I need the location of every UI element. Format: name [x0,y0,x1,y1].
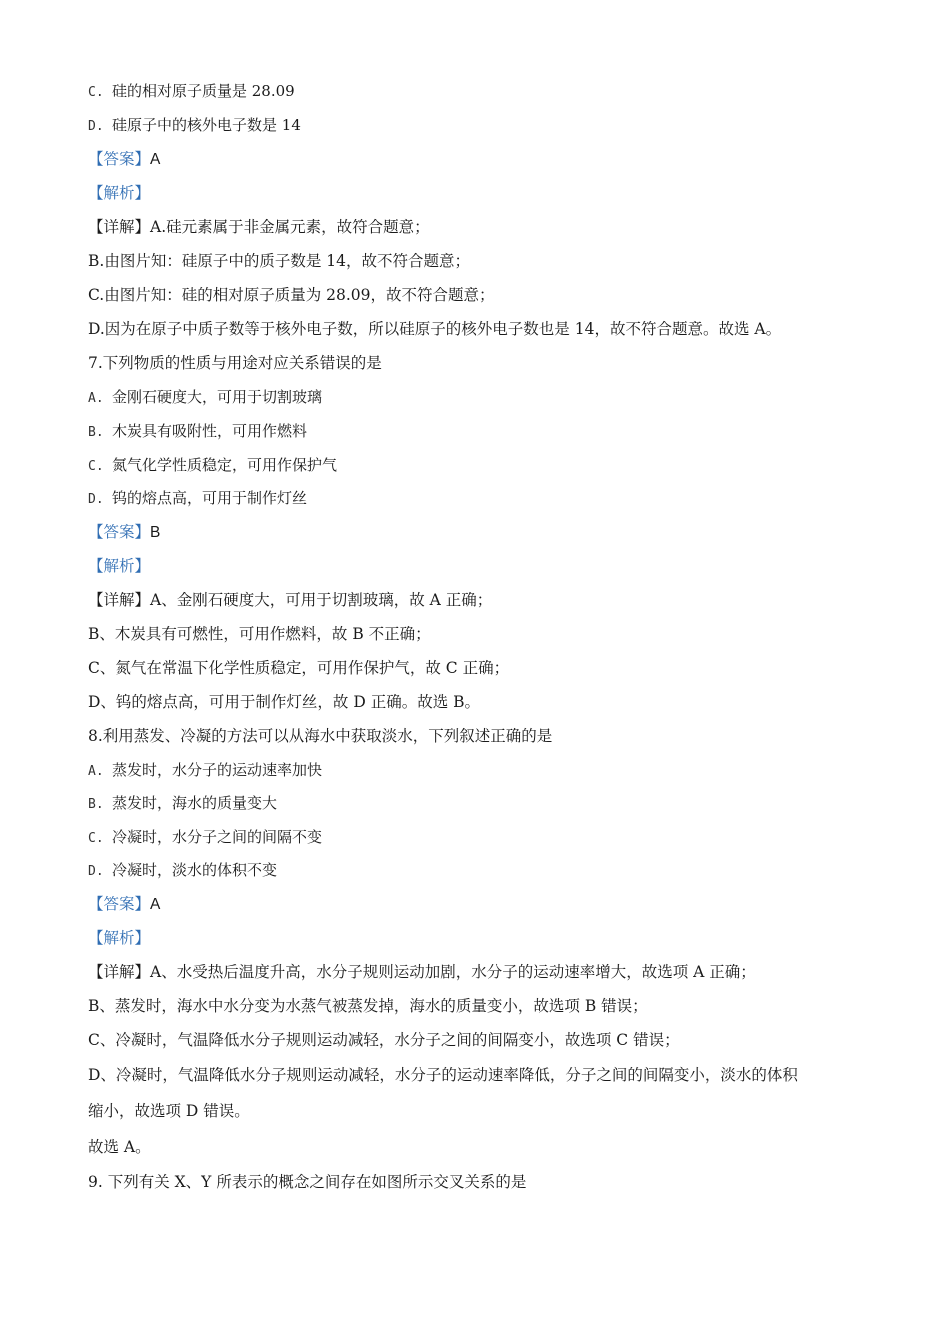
option-letter: B. [88,797,104,812]
q7-detail-1 [88,589,890,611]
q7-analysis [88,555,890,577]
q8-detail-4b: 缩小，故选项 D 错误。 [88,1102,250,1120]
q7-detail-4: D、钨的熔点高，可用于制作灯丝，故 D 正确。故选 B。 [88,693,481,711]
q7-detail-2: B、木炭具有可燃性，可用作燃料，故 B 不正确； [88,625,431,643]
q8-option-c [88,826,890,850]
q8-detail-4a: D、冷凝时，气温降低水分子规则运动减轻，水分子的运动速率降低，分子之间的间隔变小，淡水的体积 [88,1066,798,1084]
q8-conclusion: 故选 A。 [88,1138,151,1156]
q7-option-a [88,386,890,410]
option-text: 金刚石硬度大，可用于切割玻璃 [112,388,323,406]
q8-option-a [88,759,890,783]
q6-option-c [88,80,890,104]
q6-detail-4: D.因为在原子中质子数等于核外电子数，所以硅原子的核外电子数也是 14，故不符合题意。故选 A。 [88,320,782,338]
option-letter: D. [88,864,104,879]
answer-tag: 【答案】 [88,150,151,168]
answer-tag: 【答案】 [88,523,151,541]
q6-detail-3: C.由图片知：硅的相对原子质量为 28.09，故不符合题意； [88,286,495,304]
analysis-tag: 【解析】 [88,557,151,575]
q6-detail-1 [88,216,890,238]
option-text: 钨的熔点高，可用于制作灯丝 [112,489,308,507]
q6-option-d [88,114,890,138]
q8-detail-2: B、蒸发时，海水中水分变为水蒸气被蒸发掉，海水的质量变小，故选项 B 错误； [88,997,648,1015]
q8-option-d [88,859,890,883]
detail-tag: 【详解】 [88,218,151,236]
q7-option-c [88,454,890,478]
analysis-tag: 【解析】 [88,184,151,202]
option-letter: D. [88,492,104,507]
q6-analysis [88,182,890,204]
option-text: 冷凝时，淡水的体积不变 [112,861,278,879]
q8-detail-1 [88,961,890,983]
analysis-tag: 【解析】 [88,929,151,947]
q6-detail-2: B.由图片知：硅原子中的质子数是 14，故不符合题意； [88,252,470,270]
option-text: 蒸发时，水分子的运动速率加快 [112,761,323,779]
q9-stem: 9. 下列有关 X、Y 所表示的概念之间存在如图所示交叉关系的是 [88,1173,527,1191]
q8-option-b [88,792,890,816]
answer-value: A [150,151,161,168]
detail-tag: 【详解】 [88,591,151,609]
option-text: 硅原子中的核外电子数是 14 [112,116,301,134]
option-text: 冷凝时，水分子之间的间隔不变 [112,828,323,846]
q7-option-d [88,487,890,511]
option-letter: C. [88,831,104,846]
q8-analysis [88,927,890,949]
q7-stem: 7.下列物质的性质与用途对应关系错误的是 [88,354,382,372]
q7-answer [88,521,890,544]
answer-value: B [150,524,161,541]
detail-text: A、金刚石硬度大，可用于切割玻璃，故 A 正确； [150,591,493,609]
option-letter: D. [88,119,104,134]
option-text: 蒸发时，海水的质量变大 [112,794,278,812]
q7-option-b [88,420,890,444]
option-letter: C. [88,85,104,100]
option-letter: B. [88,425,104,440]
answer-tag: 【答案】 [88,895,151,913]
detail-tag: 【详解】 [88,963,151,981]
answer-value: A [150,896,161,913]
option-letter: A. [88,391,104,406]
detail-text: A.硅元素属于非金属元素，故符合题意； [150,218,430,236]
option-text: 木炭具有吸附性，可用作燃料 [112,422,308,440]
q8-detail-3: C、冷凝时，气温降低水分子规则运动减轻，水分子之间的间隔变小，故选项 C 错误； [88,1031,680,1049]
option-text: 硅的相对原子质量是 28.09 [112,82,295,100]
option-letter: A. [88,764,104,779]
q8-stem: 8.利用蒸发、冷凝的方法可以从海水中获取淡水，下列叙述正确的是 [88,727,553,745]
q8-answer [88,893,890,916]
q7-detail-3: C、氮气在常温下化学性质稳定，可用作保护气，故 C 正确； [88,659,510,677]
detail-text: A、水受热后温度升高，水分子规则运动加剧，水分子的运动速率增大，故选项 A 正确； [150,963,756,981]
q6-answer [88,148,890,171]
option-text: 氮气化学性质稳定，可用作保护气 [112,456,338,474]
option-letter: C. [88,459,104,474]
